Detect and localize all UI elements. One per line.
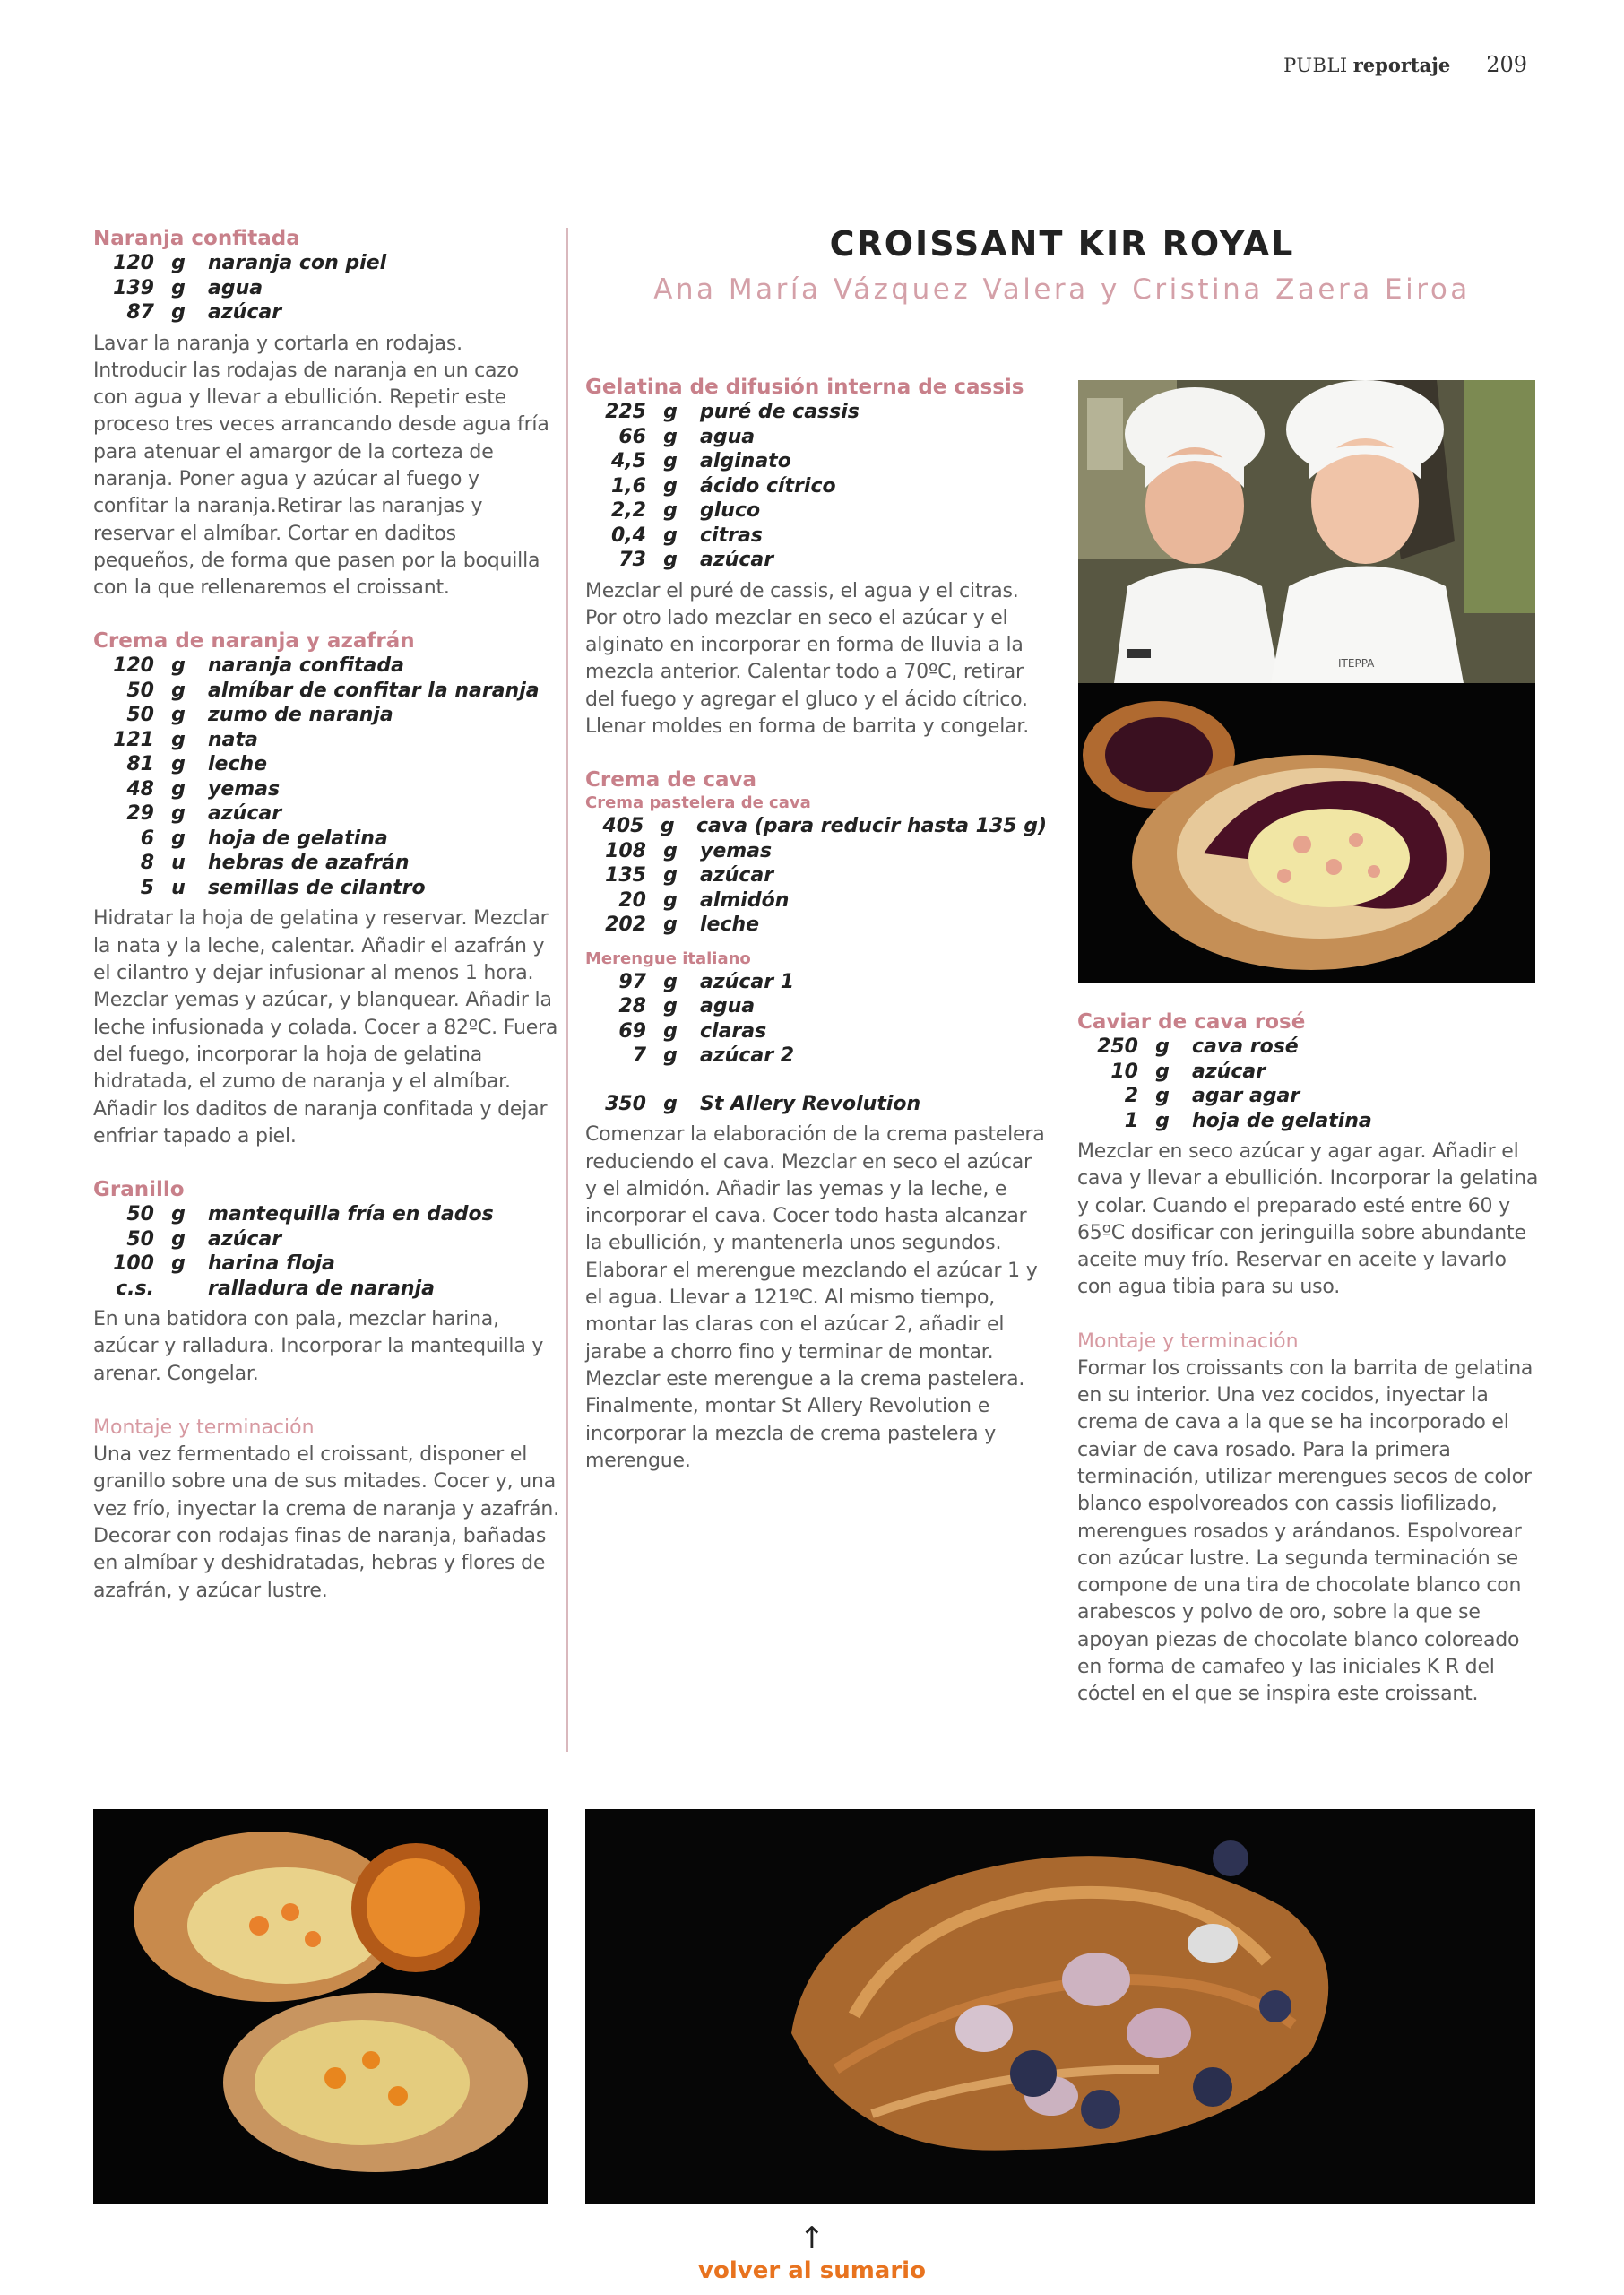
ingredient-row <box>1077 1035 1539 1060</box>
ingredient-row <box>585 400 1047 425</box>
ingredient-row <box>585 970 1047 995</box>
ingredient-row <box>93 1277 559 1302</box>
ingredient-name: ácido cítrico <box>700 474 836 498</box>
ingredient-unit: g <box>663 401 678 423</box>
ingredient-quantity: 97 <box>618 970 646 993</box>
back-to-summary-label[interactable]: volver al sumario <box>698 2257 926 2284</box>
ingredient-name: azúcar <box>208 301 282 324</box>
ingredient-name: claras <box>700 1019 767 1043</box>
ingredient-unit: g <box>171 252 186 274</box>
ingredient-quantity: 1,6 <box>611 474 646 498</box>
ingredient-unit: g <box>171 1203 186 1226</box>
ingredient-quantity: 6 <box>140 827 154 850</box>
ingredient-quantity: 135 <box>605 864 646 888</box>
ingredient-unit: g <box>663 549 678 571</box>
instructions: Mezclar en seco azúcar y agar agar. Añadir el cava y llevar a ebullición. Incorporar la gelatina y colar. Cuando el preparado esté entre 60 y 65ºC dosificar con jeringuilla sobre abundante aceite muy frío. Reservar en aceite y lavarlo con agua tibia para su uso. <box>1077 1140 1539 1299</box>
ingredient-name: agua <box>208 276 263 299</box>
column-divider <box>566 228 568 1752</box>
instructions: Mezclar el puré de cassis, el agua y el citras. Por otro lado mezclar en seco el azúcar y el alginato en incorporar en forma de lluvia a la mezcla anterior. Calentar todo a 70ºC, retirar del fuego y agregar el gluco y el ácido cítrico. Llenar moldes en forma de barrita y congelar. <box>585 579 1030 738</box>
section-title: Montaje y terminación <box>93 1416 315 1440</box>
ingredient-quantity: 2 <box>1124 1085 1138 1107</box>
ingredient-row <box>1077 1084 1539 1109</box>
instructions: Formar los croissants con la barrita de gelatina en su interior. Una vez cocidos, inyectar la crema de cava a la que se ha incorporado el caviar de cava rosado. Para la primera terminación, utilizar merengues secos de color blanco espolvoreados con cassis liofilizado, merengues rosados y arándanos. Espolvorear con azúcar lustre. La segunda terminación se compone de una tira de chocolate blanco con arabescos y polvo de oro, sobre la que se apoyan piezas de chocolate blanco coloreado en forma de camafeo y las iniciales K R del cóctel en el que se inspira este croissant. <box>1077 1356 1533 1706</box>
ingredient-unit: g <box>663 499 678 522</box>
section-title: Caviar de cava rosé <box>1077 1010 1306 1034</box>
croissant-orange-photo <box>93 1809 548 2204</box>
ingredient-unit: u <box>171 876 186 899</box>
ingredient-list <box>585 400 1047 573</box>
ingredient-name: naranja con piel <box>208 252 387 274</box>
instructions: En una batidora con pala, mezclar harina, azúcar y ralladura. Incorporar la mantequilla y arenar. Congelar. <box>93 1308 544 1385</box>
ingredient-list <box>93 1202 559 1301</box>
ingredient-row <box>93 251 559 276</box>
ingredient-row <box>585 1019 1047 1044</box>
ingredient-unit: g <box>171 679 186 702</box>
subsection-title: Crema pastelera de cava <box>585 793 811 813</box>
section-title: Crema de cava <box>585 768 757 792</box>
ingredient-unit: g <box>171 654 186 678</box>
ingredient-unit: u <box>171 852 186 875</box>
instructions: Comenzar la elaboración de la crema pastelera reduciendo el cava. Mezclar en seco el azúcar y el almidón. Añadir las yemas y la leche, e incorporar el cava. Cocer todo hasta alcanzar la ebullición, y mantenerla unos segundos. Elaborar el merengue mezclando el azúcar 1 y el agua. Llevar a 121ºC. Al mismo tiempo, montar las claras con el azúcar 2, añadir el jarabe a chorro fino y terminar de montar. Mezclar este merengue a la crema pastelera. Finalmente, montar St Allery Revolution e incorporar la mezcla de crema pastelera y merengue. <box>585 1123 1045 1472</box>
ingredient-row <box>585 814 1047 839</box>
ingredient-row <box>585 888 1047 914</box>
ingredient-quantity: 225 <box>605 401 646 423</box>
ingredient-row <box>93 1251 559 1277</box>
ingredient-row <box>93 703 559 728</box>
instructions: Lavar la naranja y cortarla en rodajas. Introducir las rodajas de naranja en un cazo con agua y llevar a ebullición. Repetir este proceso tres veces arrancando desde agua fría para atenuar el amargor de la corteza de naranja. Poner agua y azúcar al fuego y confitar la naranja.Retirar las naranjas y reservar el almíbar. Cortar en daditos pequeños, de forma que pasen por la boquilla con la que rellenaremos el croissant. <box>93 332 549 600</box>
ingredient-list <box>1077 1035 1539 1133</box>
arrow-up-icon: ↑ <box>799 2221 825 2256</box>
ingredient-name: leche <box>700 914 760 937</box>
instructions: Hidratar la hoja de gelatina y reservar. Mezclar la nata y la leche, calentar. Añadir el azafrán y el cilantro y dejar infusionar al menos 1 hora. Mezclar yemas y azúcar, y blanquear. Añadir la leche infusionada y colada. Cocer a 82ºC. Fuera del fuego, incorporar la hoja de gelatina hidratada, el zumo de naranja y el almíbar. Añadir los daditos de naranja confitada y dejar enfriar tapado a piel. <box>93 907 558 1148</box>
ingredient-row <box>585 863 1047 888</box>
ingredient-name: hebras de azafrán <box>208 852 410 875</box>
ingredient-name: nata <box>208 728 258 751</box>
ingredient-name: yemas <box>700 839 773 862</box>
ingredient-row <box>93 777 559 802</box>
ingredient-unit: g <box>171 802 186 826</box>
ingredient-row <box>93 827 559 852</box>
ingredient-row <box>93 654 559 679</box>
ingredient-quantity: 50 <box>126 1227 154 1251</box>
section-title: Granillo <box>93 1178 185 1202</box>
ingredient-name: azúcar <box>700 864 774 888</box>
section-title: Gelatina de difusión interna de cassis <box>585 376 1024 399</box>
ingredient-name: cava rosé <box>1192 1035 1299 1058</box>
ingredient-unit: g <box>1155 1085 1170 1107</box>
ingredient-unit: g <box>1155 1109 1170 1132</box>
ingredient-unit <box>161 1277 195 1302</box>
croissant-cut-photo <box>1078 683 1535 983</box>
ingredient-unit: g <box>663 1019 678 1043</box>
ingredient-quantity: 50 <box>126 679 154 702</box>
ingredient-name: agar agar <box>1192 1085 1300 1107</box>
ingredient-name: azúcar 2 <box>700 1044 795 1068</box>
ingredient-quantity: 73 <box>618 549 646 571</box>
ingredient-unit: g <box>663 1044 678 1068</box>
ingredient-quantity: 0,4 <box>611 524 646 547</box>
ingredient-unit: g <box>663 914 678 937</box>
page-number: 209 <box>1486 52 1527 77</box>
ingredient-list <box>585 814 1047 938</box>
ingredient-quantity: 87 <box>126 301 154 324</box>
ingredient-unit: g <box>660 815 675 838</box>
ingredient-name: almíbar de confitar la naranja <box>208 679 540 702</box>
ingredient-quantity: 10 <box>1110 1060 1138 1083</box>
ingredient-unit: g <box>663 864 678 888</box>
ingredient-quantity: c.s. <box>116 1277 154 1300</box>
page-header <box>1283 52 1527 77</box>
ingredient-row <box>93 876 559 901</box>
ingredient-quantity: 2,2 <box>611 499 646 522</box>
ingredient-quantity: 350 <box>605 1092 646 1115</box>
ingredient-row <box>1077 1060 1539 1085</box>
ingredient-quantity: 50 <box>126 1203 154 1226</box>
ingredient-row <box>585 1044 1047 1069</box>
chef-logo: ITEPPA <box>1338 657 1375 670</box>
ingredient-name: harina floja <box>208 1252 335 1276</box>
ingredient-name: St Allery Revolution <box>700 1092 921 1115</box>
ingredient-row <box>585 994 1047 1019</box>
ingredient-unit: g <box>171 728 186 751</box>
ingredient-row <box>585 1092 1047 1117</box>
ingredient-list <box>585 1092 1047 1117</box>
recipe-title: CROISSANT KIR ROYAL <box>829 224 1295 264</box>
ingredient-quantity: 139 <box>113 276 154 299</box>
ingredient-quantity: 50 <box>126 704 154 727</box>
ingredient-row <box>585 498 1047 524</box>
ingredient-name: gluco <box>700 499 761 522</box>
ingredient-name: citras <box>700 524 763 547</box>
ingredient-name: azúcar <box>208 802 282 826</box>
croissant-orange-illustration <box>93 1809 548 2204</box>
ingredient-name: mantequilla fría en dados <box>208 1203 494 1226</box>
ingredient-name: agua <box>700 425 756 448</box>
ingredient-unit: g <box>171 1227 186 1251</box>
ingredient-row <box>93 728 559 753</box>
right-column <box>1077 1009 1539 1709</box>
ingredient-name: almidón <box>700 888 790 912</box>
ingredient-quantity: 81 <box>126 753 154 776</box>
ingredient-quantity: 1 <box>1124 1109 1138 1132</box>
ingredient-list <box>585 970 1047 1069</box>
ingredient-unit: g <box>1155 1060 1170 1083</box>
ingredient-quantity: 48 <box>126 777 154 801</box>
ingredient-unit: g <box>171 704 186 727</box>
ingredient-row <box>93 1227 559 1252</box>
ingredient-unit: g <box>663 474 678 498</box>
ingredient-quantity: 250 <box>1097 1035 1138 1058</box>
ingredient-quantity: 29 <box>126 802 154 826</box>
ingredient-quantity: 121 <box>113 728 154 751</box>
chefs-illustration <box>1078 380 1535 683</box>
ingredient-quantity: 108 <box>605 839 646 862</box>
ingredient-name: alginato <box>700 450 791 472</box>
ingredient-row <box>93 851 559 876</box>
ingredient-name: semillas de cilantro <box>208 876 426 899</box>
ingredient-unit: g <box>171 1252 186 1276</box>
ingredient-name: hoja de gelatina <box>1192 1109 1372 1132</box>
subsection-title: Merengue italiano <box>585 948 751 968</box>
ingredient-unit: g <box>663 425 678 448</box>
ingredient-unit: g <box>171 301 186 324</box>
back-to-summary-link[interactable] <box>627 2223 997 2284</box>
ingredient-name: azúcar <box>208 1227 282 1251</box>
instructions: Una vez fermentado el croissant, disponer el granillo sobre una de sus mitades. Cocer y, una vez frío, inyectar la crema de naranja y azafrán. Decorar con rodajas finas de naranja, bañadas en almíbar y deshidratadas, hebras y flores de azafrán, y azúcar lustre. <box>93 1443 559 1602</box>
ingredient-name: cava (para reducir hasta 135 g) <box>695 815 1047 838</box>
ingredient-quantity: 100 <box>113 1252 154 1276</box>
ingredient-row <box>93 801 559 827</box>
ingredient-name: azúcar <box>700 549 774 571</box>
section-title: Crema de naranja y azafrán <box>93 629 415 654</box>
ingredient-row <box>93 300 559 325</box>
ingredient-name: azúcar <box>1192 1060 1266 1083</box>
section-title: Montaje y terminación <box>1077 1329 1299 1353</box>
ingredient-quantity: 20 <box>618 888 646 912</box>
ingredient-row <box>585 548 1047 573</box>
ingredient-quantity: 7 <box>632 1044 646 1068</box>
ingredient-name: zumo de naranja <box>208 704 393 727</box>
ingredient-name: leche <box>208 753 268 776</box>
ingredient-name: naranja confitada <box>208 654 405 678</box>
ingredient-unit: g <box>663 888 678 912</box>
croissant-meringue-illustration <box>585 1809 1535 2204</box>
ingredient-unit: g <box>663 1092 678 1115</box>
ingredient-quantity: 120 <box>113 654 154 678</box>
ingredient-name: yemas <box>208 777 281 801</box>
middle-column <box>585 375 1047 1475</box>
ingredient-unit: g <box>171 753 186 776</box>
ingredient-row <box>93 1202 559 1227</box>
croissant-meringue-photo <box>585 1809 1535 2204</box>
ingredient-name: hoja de gelatina <box>208 827 388 850</box>
ingredient-row <box>585 839 1047 864</box>
ingredient-unit: g <box>663 450 678 472</box>
ingredient-quantity: 202 <box>605 914 646 937</box>
ingredient-row <box>585 913 1047 938</box>
croissant-cut-illustration <box>1078 683 1535 983</box>
ingredient-quantity: 4,5 <box>611 450 646 472</box>
ingredient-row <box>93 679 559 704</box>
ingredient-row <box>585 524 1047 549</box>
chefs-photo <box>1078 380 1535 683</box>
section-label: PUBLI <box>1283 55 1348 76</box>
ingredient-unit: g <box>171 777 186 801</box>
section-label-bold: reportaje <box>1352 54 1451 76</box>
ingredient-name: ralladura de naranja <box>208 1277 435 1300</box>
ingredient-row <box>1077 1109 1539 1134</box>
ingredient-quantity: 120 <box>113 252 154 274</box>
ingredient-list <box>93 654 559 900</box>
ingredient-row <box>585 449 1047 474</box>
ingredient-quantity: 8 <box>140 852 154 875</box>
ingredient-unit: g <box>663 839 678 862</box>
ingredient-list <box>93 251 559 325</box>
ingredient-quantity: 66 <box>618 425 646 448</box>
ingredient-row <box>585 425 1047 450</box>
ingredient-unit: g <box>171 827 186 850</box>
section-title: Naranja confitada <box>93 227 300 250</box>
recipe-authors: Ana María Vázquez Valera y Cristina Zaera Eiroa <box>653 273 1471 306</box>
ingredient-unit: g <box>1155 1035 1170 1058</box>
ingredient-quantity: 5 <box>140 876 154 899</box>
ingredient-quantity: 28 <box>618 995 646 1018</box>
ingredient-name: azúcar 1 <box>700 970 795 993</box>
ingredient-unit: g <box>663 524 678 547</box>
ingredient-name: agua <box>700 995 756 1018</box>
ingredient-row <box>93 752 559 777</box>
ingredient-row <box>93 276 559 301</box>
ingredient-quantity: 405 <box>602 815 644 838</box>
ingredient-unit: g <box>171 276 186 299</box>
ingredient-name: puré de cassis <box>700 401 860 423</box>
ingredient-unit: g <box>663 995 678 1018</box>
ingredient-unit: g <box>663 970 678 993</box>
ingredient-row <box>585 474 1047 499</box>
ingredient-quantity: 69 <box>618 1019 646 1043</box>
left-column <box>93 226 559 1605</box>
